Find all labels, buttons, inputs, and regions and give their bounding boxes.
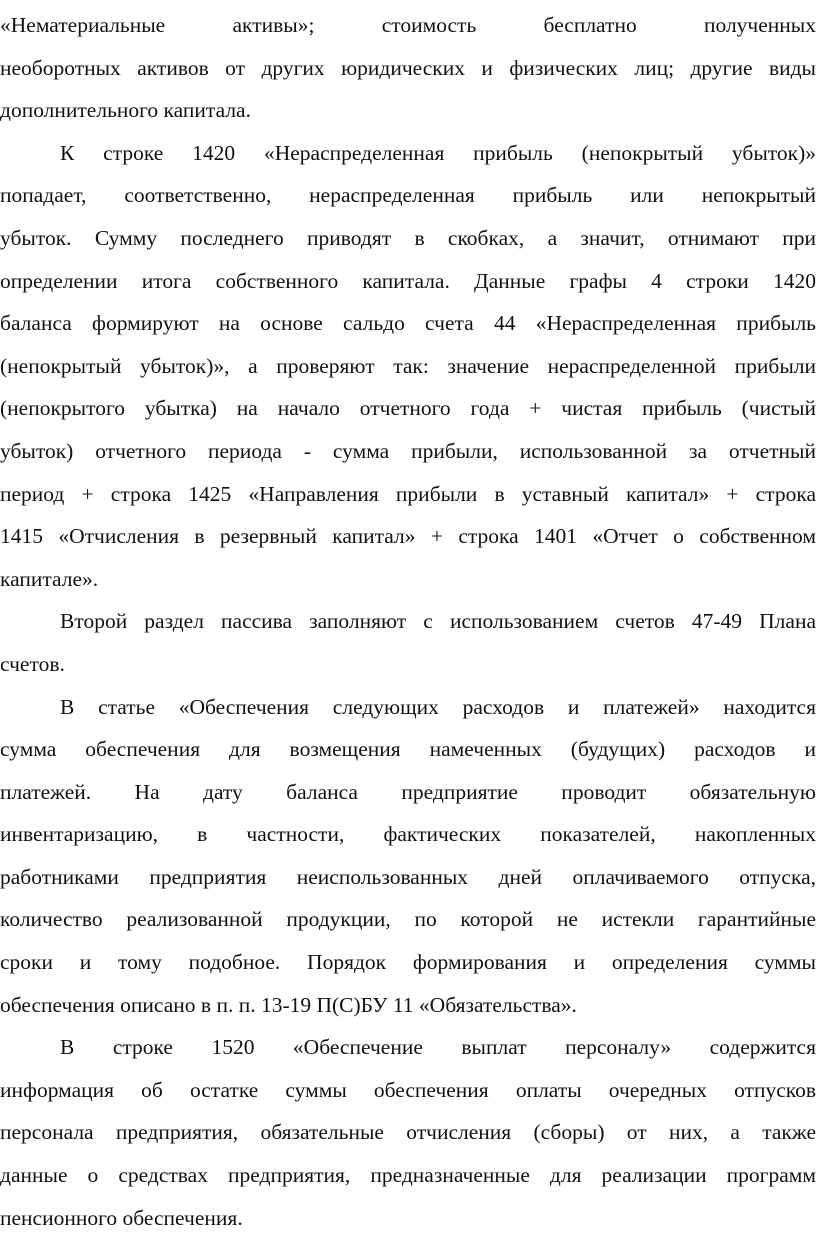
text-line: работниками предприятия неиспользованных дней оплачиваемого отпуска, [0,864,816,889]
paragraph-4 [0,686,816,1027]
text-line: В статье «Обеспечения следующих расходов и платежей» находится [60,694,816,719]
text-line: убыток) отчетного периода - сумма прибыли, использованной за отчетный [0,438,816,463]
text-line: необоротных активов от других юридических и физических лиц; другие виды [0,55,816,80]
text-line: 1415 «Отчисления в резервный капитал» + строка 1401 «Отчет о собственном [0,524,816,549]
text-line: инвентаризацию, в частности, фактических показателей, накопленных [0,822,816,847]
text-line: В строке 1520 «Обеспечение выплат персоналу» содержится [60,1035,816,1060]
paragraph-2 [0,132,816,601]
text-line: (непокрытого убытка) на начало отчетного года + чистая прибыль (чистый [0,396,816,421]
text-line: баланса формируют на основе сальдо счета 44 «Нераспределенная прибыль [0,311,816,336]
text-line: определении итога собственного капитала. Данные графы 4 строки 1420 [0,268,816,293]
paragraph-1 [0,4,816,132]
text-line: «Нематериальные активы»; стоимость бесплатно полученных [0,13,816,37]
text-line: информация об остатке суммы обеспечения оплаты очередных отпусков [0,1077,816,1102]
text-line: сроки и тому подобное. Порядок формирования и определения суммы [0,950,816,975]
paragraph-5 [0,1026,816,1239]
text-line: (непокрытый убыток)», а проверяют так: значение нераспределенной прибыли [0,353,816,378]
text-line: К строке 1420 «Нераспределенная прибыль (непокрытый убыток)» [60,140,816,165]
text-line: капитале». [0,566,99,591]
text-line: количество реализованной продукции, по которой не истекли гарантийные [0,907,816,932]
text-line: платежей. На дату баланса предприятие проводит обязательную [0,779,816,804]
text-line: убыток. Сумму последнего приводят в скобках, а значит, отнимают при [0,225,816,250]
text-line: обеспечения описано в п. п. 13-19 П(С)БУ 11 «Обязательства». [0,992,577,1017]
text-line: данные о средствах предприятия, предназначенные для реализации программ [0,1163,816,1188]
text-line: пенсионного обеспечения. [0,1205,243,1230]
paragraph-3 [0,600,816,685]
text-line: Второй раздел пассива заполняют с использованием счетов 47-49 Плана [60,609,816,634]
text-line: сумма обеспечения для возмещения намеченных (будущих) расходов и [0,737,816,762]
text-line: период + строка 1425 «Направления прибыли в уставный капитал» + строка [0,481,816,506]
text-line: дополнительного капитала. [0,98,251,123]
text-line: персонала предприятия, обязательные отчисления (сборы) от них, а также [0,1120,816,1145]
text-line: попадает, соответственно, нераспределенная прибыль или непокрытый [0,183,816,208]
text-line: счетов. [0,651,65,676]
